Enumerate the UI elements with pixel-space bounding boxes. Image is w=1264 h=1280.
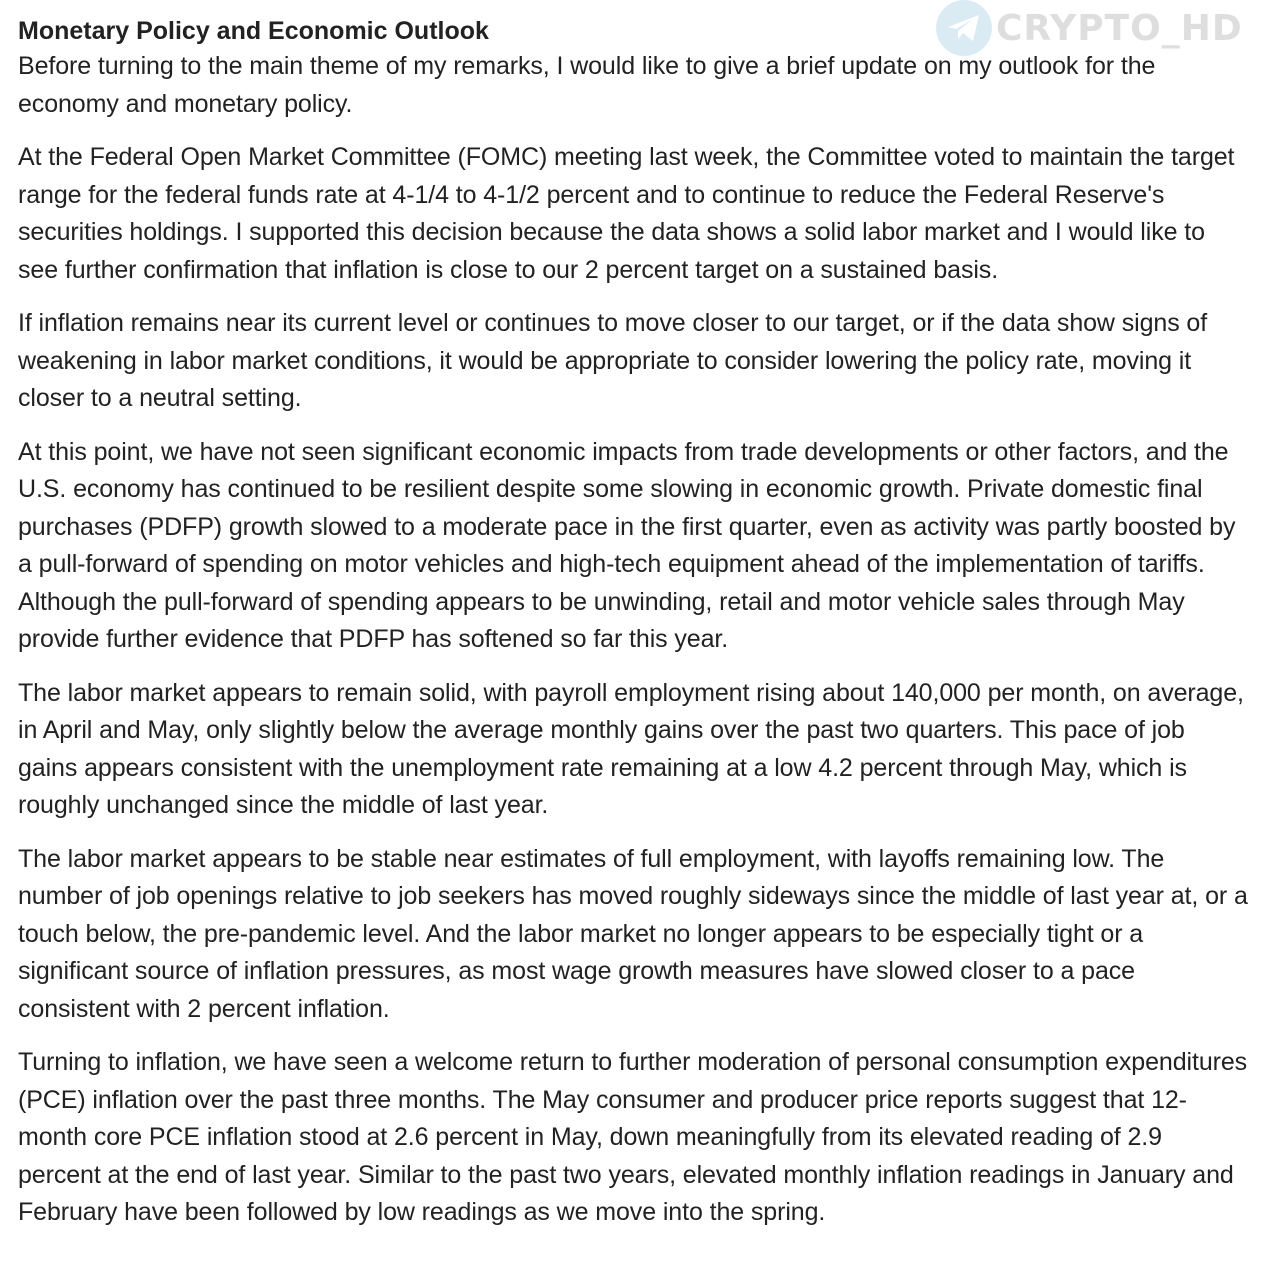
section-heading: Monetary Policy and Economic Outlook (18, 17, 489, 45)
watermark-text: CRYPTO_HD (996, 7, 1243, 49)
paragraph-intro: Before turning to the main theme of my remarks, I would like to give a brief update on my outlook for the economy and monetary policy. (18, 52, 1156, 118)
paragraph-economic-growth: At this point, we have not seen significant economic impacts from trade developments or other factors, and the U.S. economy has continued to be resilient despite some slowing in economic growth. Private domestic final purchases (PDFP) growth slowed to a moderate pace in the first quarter, even as activity was partly boosted by a pull-forward of spending on motor vehicles and high-tech equipment ahead of the implementation of tariffs. Although the pull-forward of spending appears to be unwinding, retail and motor vehicle sales through May provide further evidence that PDFP has softened so far this year. (18, 437, 1236, 653)
paragraph-labor-market: The labor market appears to remain solid, with payroll employment rising about 140,000 per month, on average, in April and May, only slightly below the average monthly gains over the past two quarters. This pace of job gains appears consistent with the unemployment rate remaining at a low 4.2 percent through May, which is roughly unchanged since the middle of last year. (18, 678, 1244, 819)
paragraph-inflation: Turning to inflation, we have seen a welcome return to further moderation of personal consumption expenditures (PCE) inflation over the past three months. The May consumer and producer price reports suggest that 12-month core PCE inflation stood at 2.6 percent in May, down meaningfully from its elevated reading of 2.9 percent at the end of last year. Similar to the past two years, elevated monthly inflation readings in January and February have been followed by low readings as we move into the spring. (18, 1048, 1248, 1226)
paragraph-full-employment: The labor market appears to be stable near estimates of full employment, with layoffs remaining low. The number of job openings relative to job seekers has moved roughly sideways since the middle of last year at, or a touch below, the pre-pandemic level. And the labor market no longer appears to be especially tight or a significant source of inflation pressures, as most wage growth measures have slowed closer to a pace consistent with 2 percent inflation. (18, 844, 1248, 1023)
paragraph-fomc-decision: At the Federal Open Market Committee (FOMC) meeting last week, the Committee voted to maintain the target range for the federal funds rate at 4-1/4 to 4-1/2 percent and to continue to reduce the Federal Reserve's securities holdings. I supported this decision because the data shows a solid labor market and I would like to see further confirmation that inflation is close to our 2 percent target on a sustained basis. (18, 143, 1235, 284)
document-body (18, 14, 1250, 1248)
paragraph-policy-rate: If inflation remains near its current level or continues to move closer to our target, or if the data show signs of weakening in labor market conditions, it would be appropriate to consider lowering the policy rate, moving it closer to a neutral setting. (18, 309, 1208, 412)
